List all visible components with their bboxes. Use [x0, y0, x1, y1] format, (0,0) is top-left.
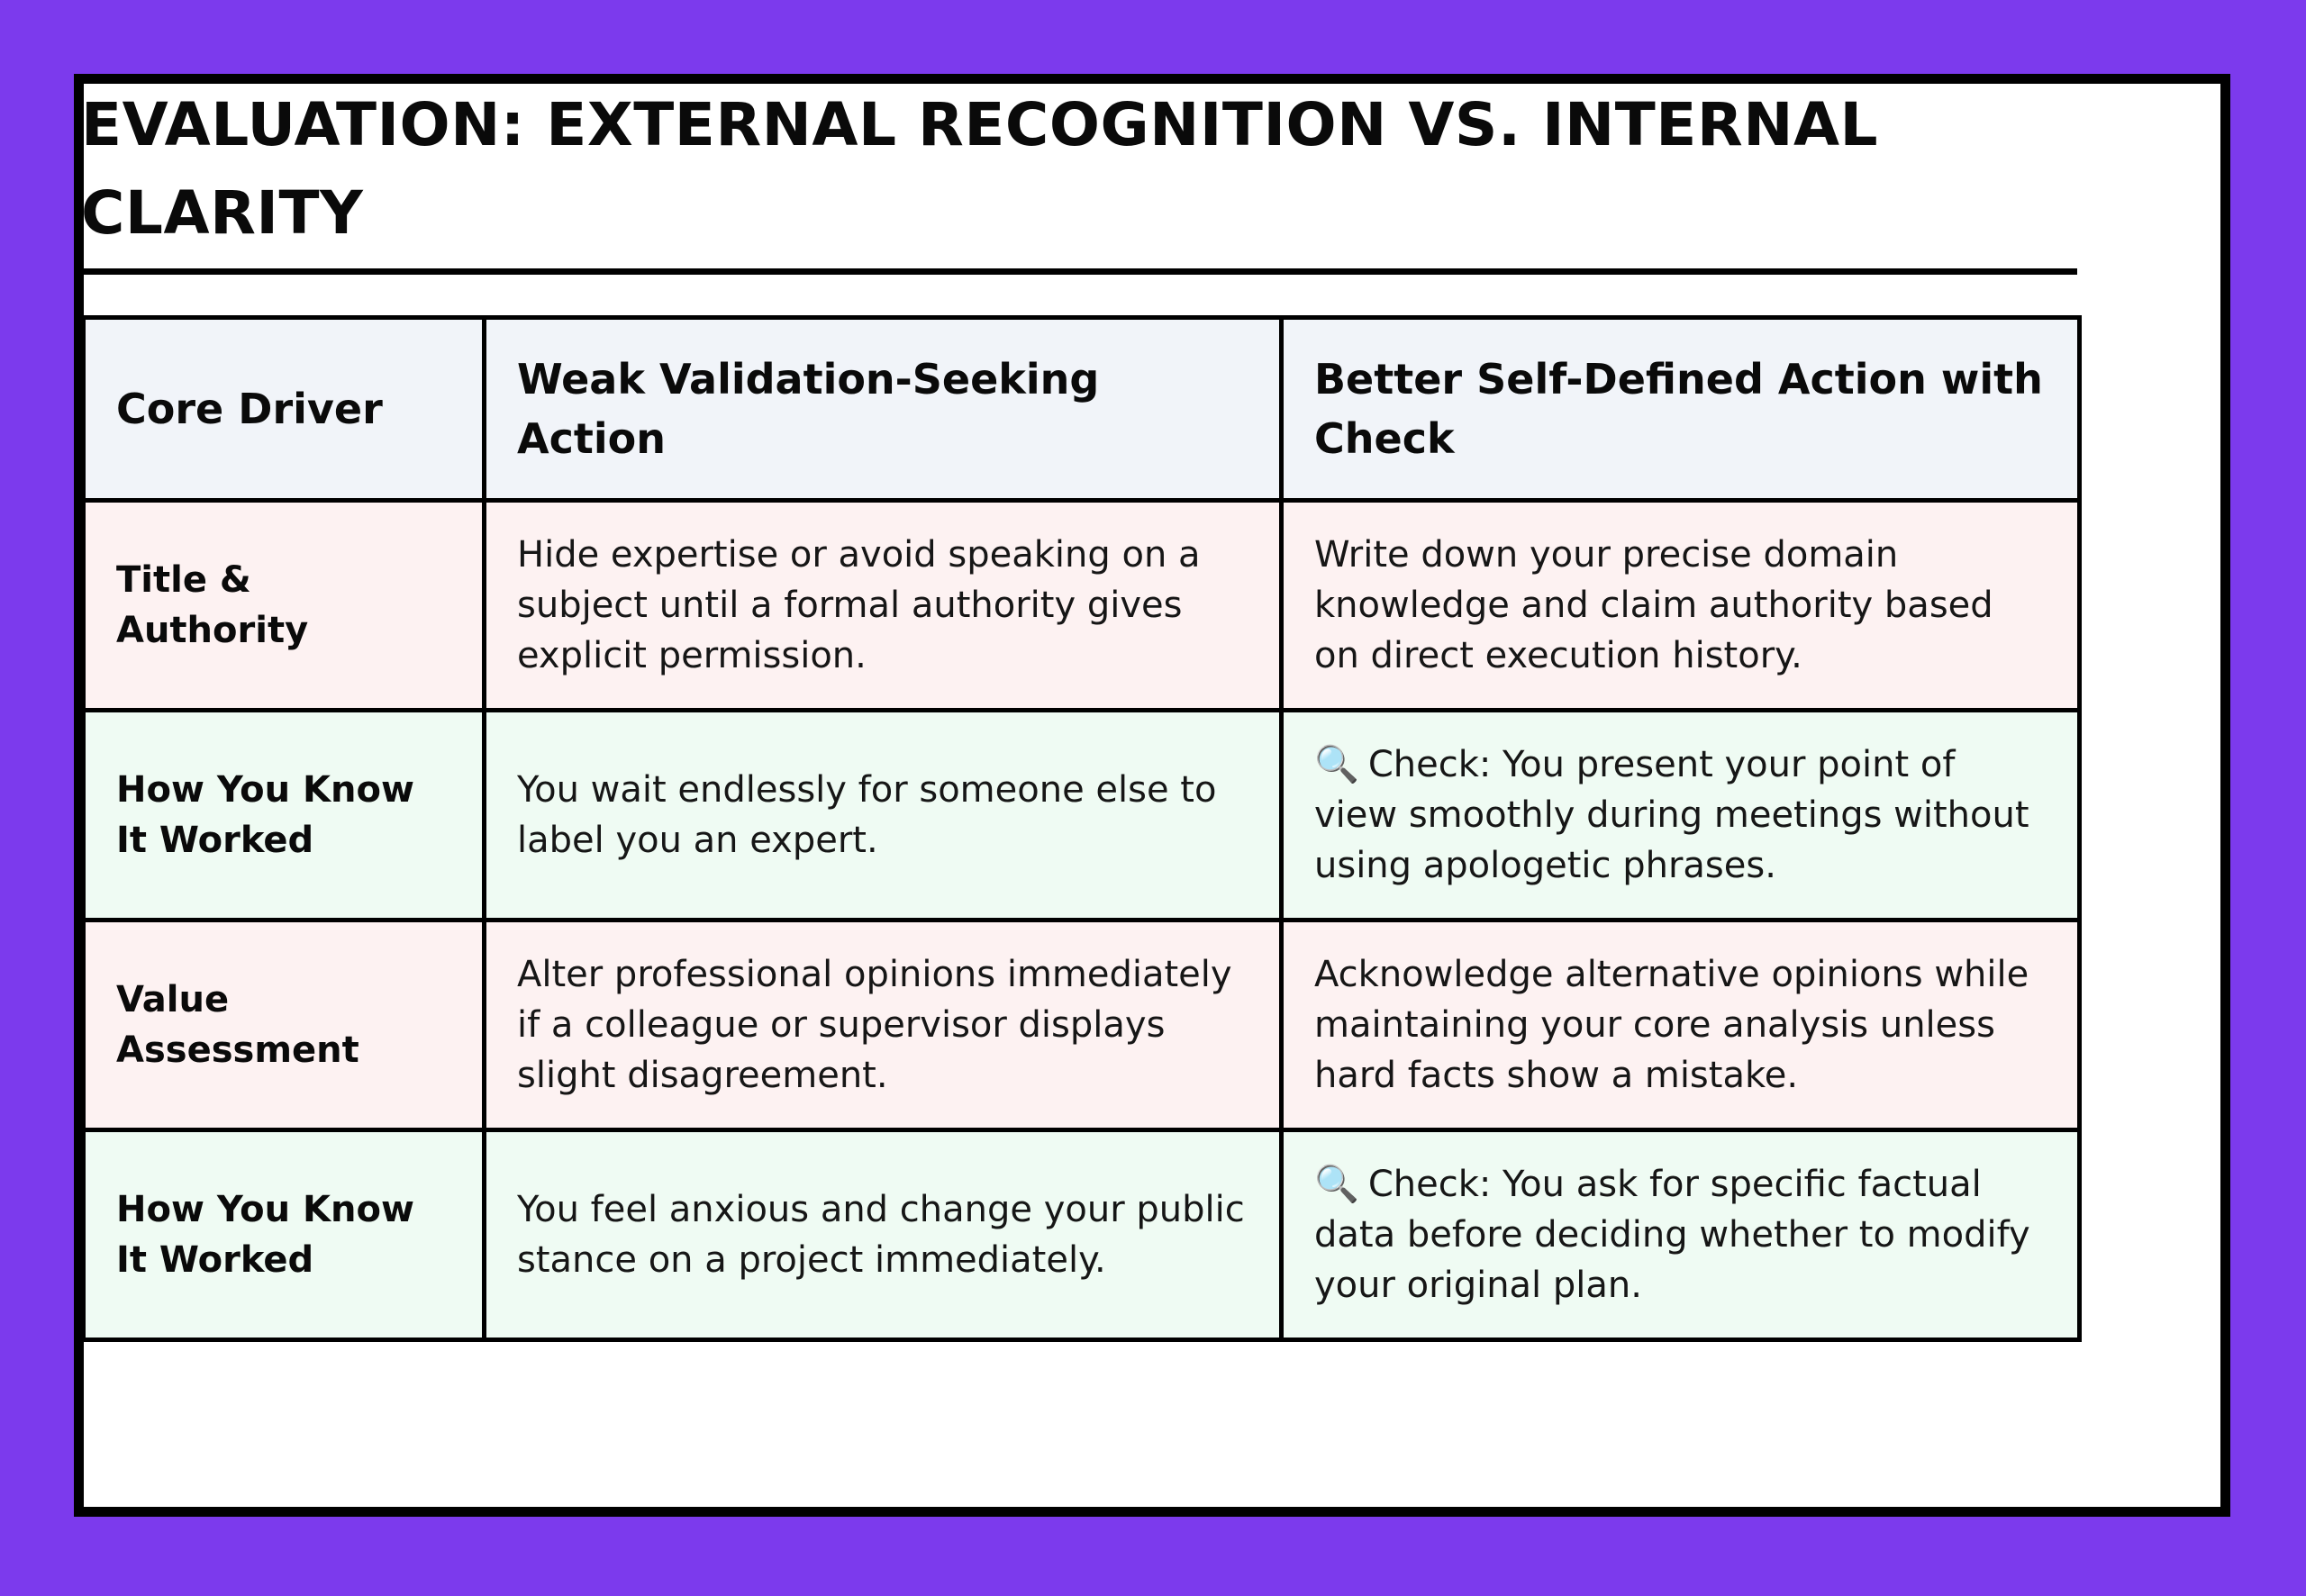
weak-action-cell: You feel anxious and change your public stance on a project immediately. [485, 1130, 1282, 1340]
header-better-action: Better Self-Defined Action with Check [1282, 318, 2080, 501]
better-action-cell [1282, 920, 2080, 1130]
table-row [84, 501, 2080, 711]
better-action-cell [1282, 1130, 2080, 1340]
table-row [84, 1130, 2080, 1340]
magnifying-glass-icon: 🔍 [1314, 744, 1359, 785]
header-weak-action: Weak Validation-Seeking Action [485, 318, 1282, 501]
table-row [84, 711, 2080, 920]
weak-action-cell: Hide expertise or avoid speaking on a subject until a formal authority gives explicit permission. [485, 501, 1282, 711]
better-action-text: Write down your precise domain knowledge and claim authority based on direct execution history. [1314, 534, 1993, 676]
header-core-driver: Core Driver [84, 318, 485, 501]
weak-action-cell: You wait endlessly for someone else to label you an expert. [485, 711, 1282, 920]
core-driver-cell: How You Know It Worked [84, 1130, 485, 1340]
better-action-text: Check: You ask for specific factual data before deciding whether to modify your original plan. [1314, 1164, 2030, 1306]
core-driver-cell: Value Assessment [84, 920, 485, 1130]
better-action-text: Acknowledge alternative opinions while maintaining your core analysis unless hard facts show a mistake. [1314, 954, 2029, 1096]
magnifying-glass-icon: 🔍 [1314, 1164, 1359, 1205]
core-driver-cell: How You Know It Worked [84, 711, 485, 920]
table-row [84, 920, 2080, 1130]
better-action-text: Check: You present your point of view smoothly during meetings without using apologetic phrases. [1314, 744, 2029, 886]
title-divider [81, 268, 2077, 275]
core-driver-cell: Title & Authority [84, 501, 485, 711]
page-title: EVALUATION: EXTERNAL RECOGNITION VS. INTERNAL CLARITY [81, 90, 1879, 248]
table-header-row [84, 318, 2080, 501]
better-action-cell [1282, 711, 2080, 920]
better-action-cell [1282, 501, 2080, 711]
comparison-table [81, 315, 2082, 1342]
weak-action-cell: Alter professional opinions immediately if a colleague or supervisor displays slight disagreement. [485, 920, 1282, 1130]
